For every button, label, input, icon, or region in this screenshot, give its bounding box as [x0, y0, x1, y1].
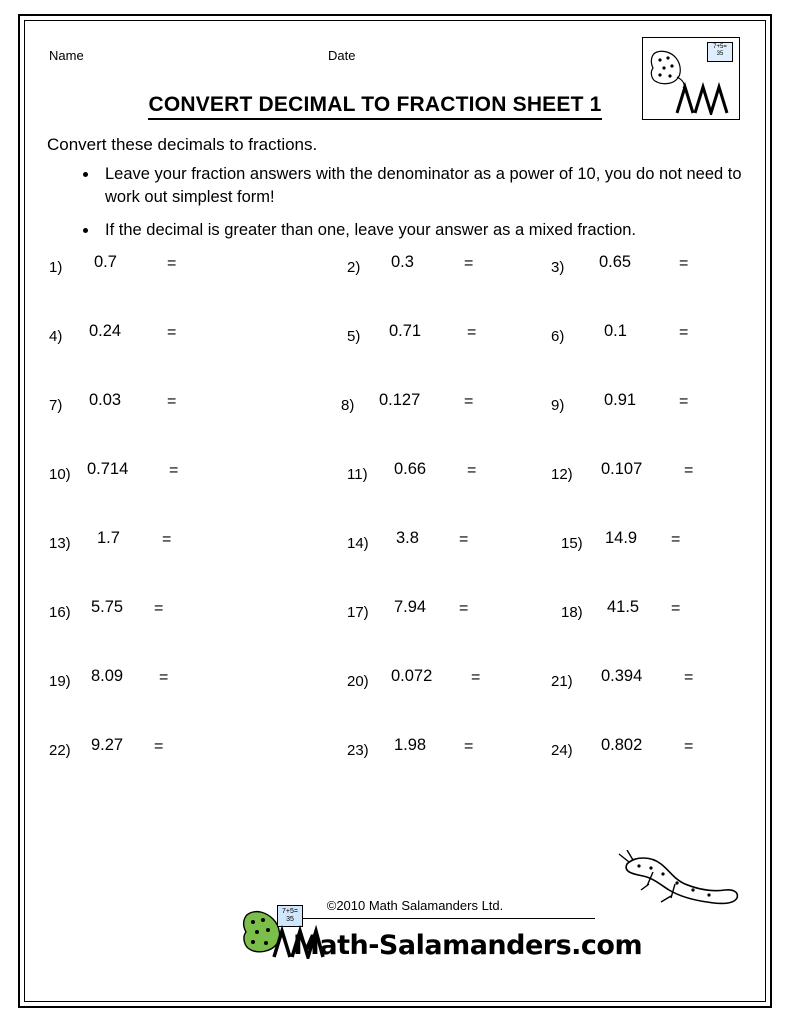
problem-value: 0.1	[604, 322, 627, 340]
problem-row	[47, 667, 747, 736]
problem-number: 24)	[551, 742, 573, 759]
problem-value: 0.03	[89, 391, 122, 409]
chalkboard-icon: 7+5= 35	[707, 42, 733, 62]
problem-item	[509, 391, 744, 421]
problem-value: 0.91	[604, 391, 637, 409]
list-item: • Leave your fraction answers with the denominator as a power of 10, you do not need to work out simplest form!	[99, 163, 759, 209]
chalkboard-icon: 7+5= 35	[277, 905, 303, 927]
equals-sign: =	[167, 324, 177, 341]
problem-value: 0.71	[389, 322, 422, 340]
equals-sign: =	[154, 738, 164, 755]
equals-sign: =	[159, 669, 169, 686]
problem-number: 3)	[551, 259, 565, 276]
equals-sign: =	[459, 531, 469, 548]
instruction-text: Convert these decimals to fractions.	[47, 135, 318, 154]
problem-row	[47, 391, 747, 460]
equals-sign: =	[467, 324, 477, 341]
problem-number: 2)	[347, 259, 361, 276]
problem-value: 9.27	[91, 736, 124, 754]
problem-value: 0.24	[89, 322, 122, 340]
problem-item	[49, 253, 279, 283]
problem-item	[279, 598, 509, 628]
equals-sign: =	[169, 462, 179, 479]
list-item: • If the decimal is greater than one, leave your answer as a mixed fraction.	[99, 219, 759, 242]
problem-number: 15)	[561, 535, 583, 552]
problem-value: 0.072	[391, 667, 433, 685]
date-label: Date	[328, 48, 356, 63]
problem-value: 8.09	[91, 667, 124, 685]
equals-sign: =	[471, 669, 481, 686]
equals-sign: =	[154, 600, 164, 617]
problem-number: 20)	[347, 673, 369, 690]
equals-sign: =	[684, 669, 694, 686]
problem-item	[49, 736, 279, 766]
problem-item	[49, 667, 279, 697]
problem-value: 14.9	[605, 529, 638, 547]
equals-sign: =	[167, 393, 177, 410]
lizard-decoration-icon	[613, 850, 741, 924]
instruction-bullet-list	[77, 163, 759, 251]
problem-item	[509, 529, 744, 559]
footer-divider	[297, 918, 595, 919]
equals-sign: =	[671, 531, 681, 548]
problem-number: 13)	[49, 535, 71, 552]
problem-item	[279, 460, 509, 490]
problem-value: 3.8	[396, 529, 419, 547]
problem-item	[279, 667, 509, 697]
problem-number: 8)	[341, 397, 355, 414]
problem-item	[49, 391, 279, 421]
problem-item	[49, 598, 279, 628]
problem-value: 7.94	[394, 598, 427, 616]
problem-number: 23)	[347, 742, 369, 759]
problem-item	[49, 460, 279, 490]
problem-item	[279, 391, 509, 421]
equals-sign: =	[162, 531, 172, 548]
equals-sign: =	[459, 600, 469, 617]
equals-sign: =	[684, 462, 694, 479]
problem-item	[509, 736, 744, 766]
problem-value: 0.7	[94, 253, 117, 271]
problem-number: 7)	[49, 397, 63, 414]
equals-sign: =	[684, 738, 694, 755]
problem-item	[279, 529, 509, 559]
problem-item	[279, 253, 509, 283]
page-title	[25, 93, 725, 117]
equals-sign: =	[467, 462, 477, 479]
problem-value: 0.802	[601, 736, 643, 754]
problem-number: 12)	[551, 466, 573, 483]
problem-number: 6)	[551, 328, 565, 345]
problem-row	[47, 460, 747, 529]
problem-value: 0.3	[391, 253, 414, 271]
problem-value: 0.65	[599, 253, 632, 271]
page-footer	[25, 869, 765, 979]
page-title-text: CONVERT DECIMAL TO FRACTION SHEET 1	[148, 93, 601, 120]
problem-item	[509, 460, 744, 490]
problem-number: 9)	[551, 397, 565, 414]
problem-row	[47, 529, 747, 598]
problem-value: 41.5	[607, 598, 640, 616]
problem-number: 22)	[49, 742, 71, 759]
problem-number: 11)	[347, 466, 368, 483]
problem-value: 0.66	[394, 460, 427, 478]
problem-value: 1.7	[97, 529, 120, 547]
equals-sign: =	[464, 393, 474, 410]
problem-number: 1)	[49, 259, 63, 276]
problem-number: 21)	[551, 673, 573, 690]
problem-item	[49, 322, 279, 352]
problem-item	[279, 736, 509, 766]
problem-value: 0.394	[601, 667, 643, 685]
problem-item	[279, 322, 509, 352]
problem-number: 4)	[49, 328, 63, 345]
problem-item	[509, 322, 744, 352]
problem-item	[509, 667, 744, 697]
problem-value: 5.75	[91, 598, 124, 616]
copyright-text: ©2010 Math Salamanders Ltd.	[326, 898, 504, 913]
problem-item	[49, 529, 279, 559]
problem-value: 0.714	[87, 460, 129, 478]
problem-row	[47, 736, 747, 805]
problem-item	[509, 253, 744, 283]
problem-number: 10)	[49, 466, 71, 483]
problem-row	[47, 598, 747, 667]
problem-number: 18)	[561, 604, 583, 621]
problem-number: 17)	[347, 604, 369, 621]
problem-number: 16)	[49, 604, 71, 621]
problem-value: 0.107	[601, 460, 643, 478]
problem-number: 14)	[347, 535, 369, 552]
equals-sign: =	[679, 393, 689, 410]
problem-value: 1.98	[394, 736, 427, 754]
equals-sign: =	[167, 255, 177, 272]
equals-sign: =	[464, 255, 474, 272]
problem-row	[47, 322, 747, 391]
problem-number: 5)	[347, 328, 361, 345]
problem-item	[509, 598, 744, 628]
worksheet-content	[25, 21, 765, 1001]
equals-sign: =	[671, 600, 681, 617]
problem-number: 19)	[49, 673, 71, 690]
problem-row	[47, 253, 747, 322]
footer-brand-text: Math-Salamanders.com	[293, 930, 643, 961]
name-label: Name	[49, 48, 84, 63]
equals-sign: =	[679, 324, 689, 341]
equals-sign: =	[464, 738, 474, 755]
problems-grid	[47, 253, 747, 805]
equals-sign: =	[679, 255, 689, 272]
problem-value: 0.127	[379, 391, 421, 409]
